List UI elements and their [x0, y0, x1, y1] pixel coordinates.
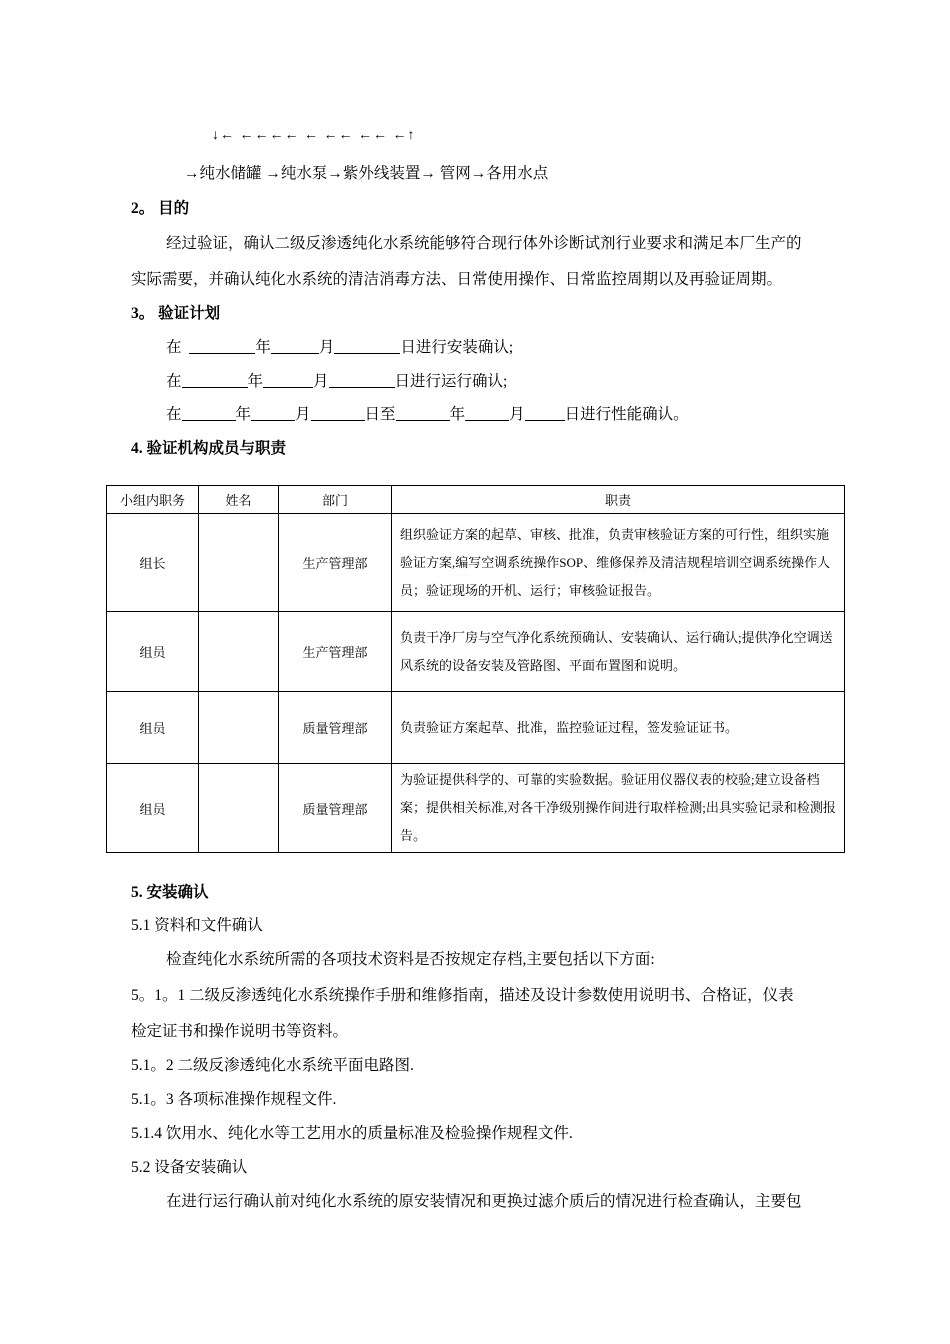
- section-2-paragraph-line2: 实际需要，并确认纯化水系统的清洁消毒方法、日常使用操作、日常监控周期以及再验证周期。: [131, 271, 783, 288]
- flow-process-line: →纯水储罐 →纯水泵→紫外线装置→ 管网→各用水点: [184, 165, 549, 182]
- header-duty: 职责: [392, 486, 845, 514]
- cell-name: [199, 514, 279, 612]
- plan-day-text: 日进行运行确认;: [394, 373, 508, 390]
- plan-month-label: 月: [295, 406, 311, 423]
- item-5-1-1-line2: 检定证书和操作说明书等资料。: [131, 1023, 349, 1040]
- duty-table: [106, 485, 845, 853]
- cell-role: 组员: [107, 612, 199, 692]
- cell-role: 组长: [107, 514, 199, 612]
- item-5-1-3: 5.1。3 各项标准操作规程文件.: [131, 1091, 337, 1108]
- blank-day: [311, 405, 365, 421]
- plan-install-line: [166, 335, 513, 357]
- section-2-heading: 2。 目的: [131, 200, 190, 217]
- table-row: [107, 764, 845, 853]
- cell-name: [199, 612, 279, 692]
- cell-name: [199, 764, 279, 853]
- cell-duty: 为验证提供科学的、可靠的实验数据。验证用仪器仪表的校验;建立设备档案；提供相关标准,对各干净级别操作间进行取样检测;出具实验记录和检测报告。: [392, 764, 845, 853]
- plan-at: 在: [166, 339, 182, 356]
- section-5-heading: 5. 安装确认: [131, 884, 209, 901]
- blank-year: [182, 372, 248, 388]
- blank-year: [182, 405, 236, 421]
- plan-year2-label: 年: [449, 406, 466, 423]
- section-2-paragraph-line1: 经过验证，确认二级反渗透纯化水系统能够符合现行体外诊断试剂行业要求和满足本厂生产的: [166, 235, 802, 252]
- plan-year-label: 年: [255, 339, 271, 356]
- blank-day: [334, 338, 400, 354]
- cell-dept: 生产管理部: [279, 514, 392, 612]
- section-5-1-intro: 检查纯化水系统所需的各项技术资料是否按规定存档,主要包括以下方面:: [166, 951, 655, 968]
- plan-day-text: 日进行性能确认。: [564, 406, 689, 423]
- section-5-2-heading: 5.2 设备安装确认: [131, 1159, 248, 1176]
- header-dept: 部门: [279, 486, 392, 514]
- plan-day-to: 日至: [364, 406, 396, 423]
- plan-at: 在: [166, 406, 182, 423]
- item-5-1-1-line1: 5。1。1 二级反渗透纯化水系统操作手册和维修指南，描述及设计参数使用说明书、合格证，仪表: [131, 987, 794, 1004]
- plan-month2-label: 月: [509, 406, 525, 423]
- blank-year: [189, 338, 255, 354]
- section-4-heading: 4. 验证机构成员与职责: [131, 440, 287, 457]
- cell-duty: 负责干净厂房与空气净化系统预确认、安装确认、运行确认;提供净化空调送风系统的设备安装及管路图、平面布置图和说明。: [392, 612, 845, 692]
- section-5-1-heading: 5.1 资料和文件确认: [131, 917, 263, 934]
- cell-role: 组员: [107, 692, 199, 764]
- cell-name: [199, 692, 279, 764]
- plan-day-text: 日进行安装确认;: [400, 339, 514, 356]
- blank-month: [271, 338, 319, 354]
- plan-year-label: 年: [235, 406, 252, 423]
- blank-month: [251, 405, 295, 421]
- plan-operation-line: [166, 369, 507, 391]
- blank-month: [263, 372, 313, 388]
- blank-month2: [465, 405, 509, 421]
- item-5-1-4: 5.1.4 饮用水、纯化水等工艺用水的质量标准及检验操作规程文件.: [131, 1125, 573, 1142]
- section-3-heading: 3。 验证计划: [131, 305, 221, 322]
- plan-month-label: 月: [318, 339, 335, 356]
- plan-at: 在: [166, 373, 182, 390]
- table-row: [107, 514, 845, 612]
- cell-duty: 负责验证方案起草、批准，监控验证过程，签发验证证书。: [392, 692, 845, 764]
- cell-dept: 质量管理部: [279, 692, 392, 764]
- cell-dept: 生产管理部: [279, 612, 392, 692]
- blank-year2: [396, 405, 450, 421]
- cell-dept: 质量管理部: [279, 764, 392, 853]
- plan-performance-line: [166, 402, 689, 424]
- header-role: 小组内职务: [107, 486, 199, 514]
- cell-role: 组员: [107, 764, 199, 853]
- flow-arrow-row: ↓← ←←←← ← ←← ←← ←↑: [212, 128, 416, 143]
- plan-month-label: 月: [313, 373, 329, 390]
- cell-duty: 组织验证方案的起草、审核、批准，负责审核验证方案的可行性，组织实施验证方案,编写空调系统操作SOP、维修保养及清洁规程培训空调系统操作人员；验证现场的开机、运行；审核验证报告。: [392, 514, 845, 612]
- table-row: [107, 612, 845, 692]
- item-5-1-2: 5.1。2 二级反渗透纯化水系统平面电路图.: [131, 1057, 414, 1074]
- table-header-row: [107, 486, 845, 514]
- plan-year-label: 年: [247, 373, 264, 390]
- section-5-2-paragraph: 在进行运行确认前对纯化水系统的原安装情况和更换过滤介质后的情况进行检查确认，主要包: [166, 1193, 802, 1210]
- table-row: [107, 692, 845, 764]
- header-name: 姓名: [199, 486, 279, 514]
- blank-day2: [525, 405, 565, 421]
- blank-day: [329, 372, 395, 388]
